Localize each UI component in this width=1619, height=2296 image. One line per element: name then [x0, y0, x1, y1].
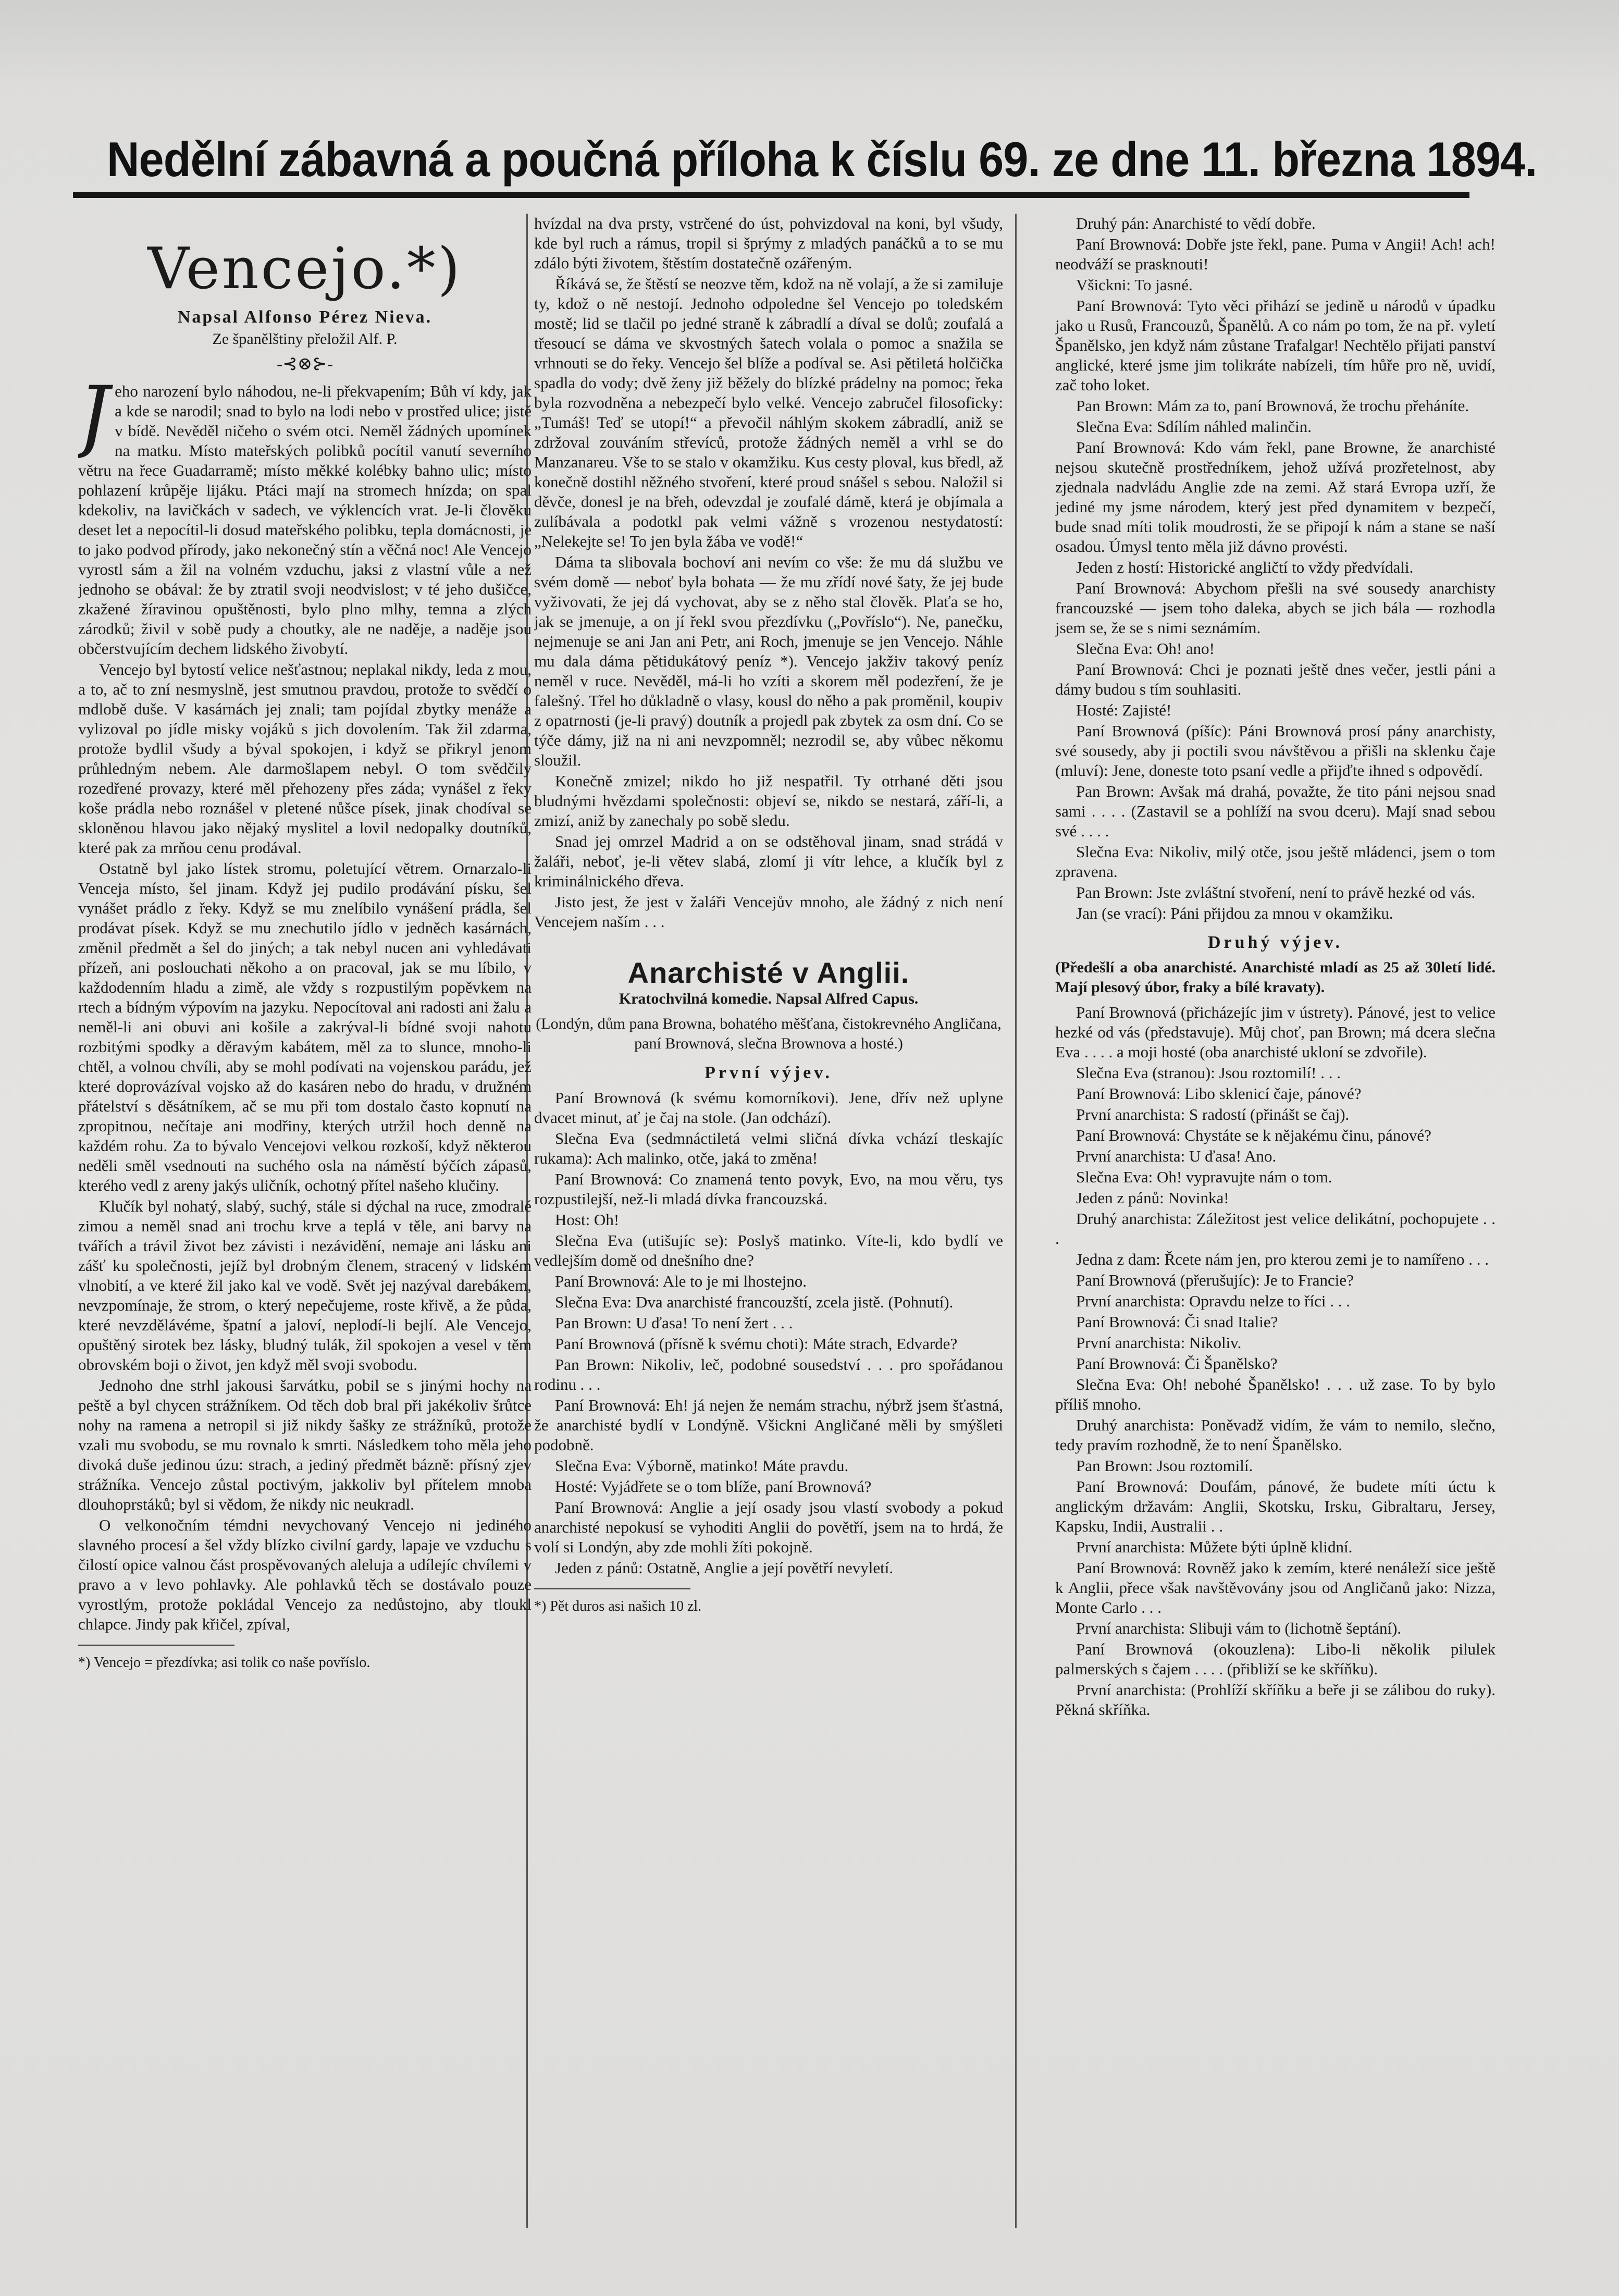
drop-cap: J	[78, 370, 110, 461]
story-translator: Ze španělštiny přeložil Alf. P.	[212, 330, 398, 348]
story-paragraph: Snad jej omrzel Madrid a on se odstěhoval jinam, snad strádá v žaláři, neboť, je-li větev slabá, zlomí ji vítr lehce, a klučík byl z kriminálnického dřeva.	[534, 832, 1003, 890]
story-paragraph: Říkává se, že štěstí se neozve těm, kdož na ně volají, a že si zamiluje ty, kdož o ně nestojí. Jednoho odpoledne šel Vencejo po toledském mostě; lid se tlačil po jedné straně k zábradlí a díval se dolů; zoufalá a třesoucí se dáma ve skvostných šatech volala o pomoc a snažila se vrhnouti se do řeky. Vencejo šel blíže a podíval se. Asi pětiletá holčička spadla do vody; dvě ženy již běžely do blízké prádelny na pomoc; řeka byla rozvodněna a nebezpečí bylo velké. Vencejo zabručel filosoficky: „Tumáš! Teď se utopí!“ a převočil náhlým skokem zábradlí, aniž se zdržoval zouváním střevíců, protože žádných neměl a vrhl se do Manzanareu. Vše to se stalo v okamžiku. Kus cesty ploval, kus bředl, až konečně dostihl něžného stvoření, které proud snášel s sebou. Naložil si děvče, donesl je na břeh, odevzdal je zoufalé dámě, která je objímala a zulíbávala a podotkl pak velmi vážně s vrozenou nestydatostí: „Nelekejte se! To jen byla žába ve vodě!“	[534, 275, 1003, 550]
play-setting: (Londýn, dům pana Browna, bohatého měšťana, čistokrevného Angličana, paní Brownová, slečna Brownova a hosté.)	[536, 1015, 1002, 1052]
scene-heading: Druhý výjev.	[1208, 933, 1343, 952]
story-paragraph: Konečně zmizel; nikdo ho již nespatřil. Ty otrhané děti jsou bludnými hvězdami společnosti: objeví se, nikdo se nestará, září-li, a zmizí, aniž by zanechaly po sobě sledu.	[534, 772, 1003, 830]
play-subtitle: Kratochvilná komedie. Napsal Alfred Capus.	[619, 990, 919, 1007]
dialog-line: První anarchista: Nikoliv.	[1076, 1334, 1242, 1352]
dialog-line: První anarchista: Opravdu nelze to říci . . .	[1076, 1292, 1350, 1310]
dialog-line: Paní Brownová: Co znamená tento povyk, Evo, na mou věru, tys rozpustilejší, než-li mladá dívka francouzská.	[534, 1170, 1003, 1208]
dialog-line: Paní Brownová: Abychom přešli na své sousedy anarchisty francouzské — jsem toho daleka, abych se jich bála — rozhodla jsem se, že se s nimi seznámím.	[1055, 579, 1496, 637]
dialog-block	[534, 1088, 1003, 1578]
masthead-rule	[73, 192, 1469, 198]
masthead: Nedělní zábavná a poučná příloha k číslu 69. ze dne 11. března 1894.	[107, 132, 1537, 187]
story-paragraph: Dáma ta slibovala bochoví ani nevím co vše: že mu dá službu ve svém domě — neboť byla bohata — že mu zřídí nové šaty, že jej bude vyživovati, že jej dá vychovat, aby se z něho stal člověk. Plaťa se ho, jak se jmenuje, a on jí řekl svou přezdívku („Povříslo“). Ne, panečku, nejmenuje se ani Jan ani Petr, ani Roch, jmenuje se jen Vencejo. Náhle mu dala dáma pětidukátový peníz *). Vencejo jakživ takový peníz neměl v ruce. Nevěděl, má-li ho vzíti a skorem měl podezření, že je falešný. Třel ho důkladně o vlasy, kousl do něho a pak proměnil, koupiv z opatrnosti (je-li pravý) doutník a projedl pak zbytek za osm dní. Co se týče dámy, již na ni ani nevzpomněl; nezrodil se, aby vůbec někomu sloužil.	[534, 553, 1003, 769]
dialog-line: Pan Brown: U ďasa! To není žert . . .	[555, 1314, 793, 1332]
dialog-line: Paní Brownová: Či snad Italie?	[1076, 1313, 1278, 1331]
dialog-line: Paní Brownová: Rovněž jako k zemím, které nenáleží sice ještě k Anglii, přece však navštěvovány jsou od Angličanů jako: Nizza, Monte Carlo . . .	[1055, 1559, 1496, 1616]
story-paragraph: Vencejo byl bytostí velice nešťastnou; neplakal nikdy, leda z mou, a to, ač to zní nesmyslně, jest smutnou pravdou, protože to svědčí o mdlobě duše. V kasárnách jej znali; tam pojídal zbytky menáže a vylizoval po jídle misky vojáků s jich dovolením. Tak žil zdarma, protože bydlil všudy a býval spokojen, i když se přikryl jenom průhledným nebem. Ale darmošlapem nebyl. O tom svědčily rozedřené provazy, které měl přehozeny přes záda; vynášel z řeky koše prádla nebo roznášel v pletené nůšce písek, jinak chodíval se skloněnou hlavou jako nějaký myslitel a lovil nedopalky doutníků, které pak za mrňou cenu prodával.	[78, 660, 532, 857]
dialog-line: Paní Brownová (přísně k svému choti): Máte strach, Edvarde?	[555, 1335, 958, 1353]
story-paragraph: Jednoho dne strhl jakousi šarvátku, pobil se s jinými hochy na peště a byl chycen strážníkem. Od těch dob bral při jakékoliv šrůtce nohy na ramena a netropil si již nikdy šašky ze strážníků, protože vzali mu svobodu, se mu rovnalo k smrti. Následkem toho měla jeho divoká duše jedinou úzu: strach, a jediný předmět bázně: přísný zjev strážníka. Vencejo zůstal poctivým, jakkoliv byl přítelem mnoba dlouhoprstáků; byl si vědom, že nikdy nic neukradl.	[78, 1376, 532, 1513]
dialog-line: Hosté: Vyjádřete se o tom blíže, paní Brownová?	[555, 1477, 872, 1496]
dialog-line: Druhý anarchista: Poněvadž vidím, že vám to nemilo, slečno, tedy pravím rozhodně, že to není Španělsko.	[1055, 1416, 1496, 1454]
dialog-line: Slečna Eva: Sdílím náhled malinčin.	[1076, 417, 1312, 436]
dialog-line: Paní Brownová: Anglie a její osady jsou vlastí svobody a pokud anarchisté nepokusí se vyhoditi Anglii do povětří, jsem na to hrdá, že volí si Londýn, aby zde mohli žíti pokojně.	[534, 1498, 1003, 1556]
dialog-line: Pan Brown: Mám za to, paní Brownová, že trochu přeháníte.	[1076, 397, 1469, 415]
dialog-line: Paní Brownová (přerušujíc): Je to Francie?	[1076, 1271, 1354, 1289]
dialog-line: Slečna Eva: Výborně, matinko! Máte pravdu.	[555, 1456, 849, 1475]
dialog-block	[1055, 1003, 1496, 1720]
story-paragraph: O velkonočním témdni nevychovaný Vencejo ni jediného slavného procesí a šel vždy blízko civilní gardy, lapaje ve vzduchu s čilostí opice valnou část prospěvovaných aleluja a udílejíc chvílemi v pravo a v levo pohlavky. Ale pohlavků těch se dostávalo pouze vyrostlým, protože pokládal Vencejo za nedůstojno, aby tloukl chlapce. Jindy pak křičel, zpíval,	[78, 1516, 532, 1633]
story-paragraph: Klučík byl nohatý, slabý, suchý, stále si dýchal na ruce, zmodralé zimou a neměl snad ani trochu krve a teplá v těle, ani barvy na tvářích a trávil život bez závisti i nezávidění, nemaje ani lásku ani zášť ku společnosti, jejíž byl drobným členem, stracený v lidském vlnobití, a ve které žil jako kal ve vodě. Svět jej nazýval darebákem, nevzpomínaje, že strom, o který nepečujeme, roste křivě, a že půda, které nevzdělávéme, špatní a jaloví, neplodí-li bejlí. Ale Vencejo, opuštěný sirotek bez lásky, bludný tulák, žil spokojen a vesel v těm obrovském boji o život, jen když měl svoji svobodu.	[78, 1197, 532, 1374]
story-author: Napsal Alfonso Pérez Nieva.	[177, 307, 432, 327]
dialog-line: Pan Brown: Jste zvláštní stvoření, není to právě hezké od vás.	[1076, 883, 1476, 902]
footnote-rule	[78, 1645, 234, 1646]
dialog-line: Hosté: Zajisté!	[1076, 701, 1172, 719]
dialog-line: Paní Brownová (přicházejíc jim v ústrety). Pánové, jest to velice hezké od vás (představuje). Můj choť, pan Brown; má dcera slečna Eva . . . . a moji hosté (oba anarchisté ukloní se zdvořile).	[1055, 1003, 1496, 1061]
dialog-line: Druhý pán: Anarchisté to vědí dobře.	[1076, 214, 1316, 232]
dialog-line: Jeden z pánů: Novinka!	[1076, 1189, 1229, 1207]
dialog-line: Jeden z hostí: Historické angličtí to vždy předvídali.	[1076, 558, 1414, 576]
dialog-block	[1055, 214, 1496, 923]
story-paragraph: Jeho narození bylo náhodou, ne-li překvapením; Bůh ví kdy, jak a kde se narodil; snad to bylo na lodi nebo v prostřed ulice; jistě v bídě. Nevěděl ničeho o svém otci. Neměl žádných upomínek na matku. Místo mateřských polibků pocítil vanutí severního větru na řece Guadarramě; místo měkké kolébky bahno ulic; místo pohlazení krůpěje lijáku. Ptáci mají na stromech hnízda; on spal kdekoliv, na lavičkách v sadech, ve výklencích vrat. Je-li člověku deset let a nepocítil-li dosud mateřského polibku, tepla domácnosti, je to jako podvod přírody, jako nekonečný stín a věčná noc! Ale Vencejo vyrostl sám a žil na volném vzduchu, jaksi z vlastní vůle a než jednoho se obával: že by ztratil svoji neodvislost; v té jeho dušičce, zkažené žíravinou opuštěnosti, bylo plno mlhy, temna a zlých zárodků; živil v sobě pudy a choutky, ale ne naděje, a naděje jsou občerstvujícím dechem lidského živobytí.	[78, 370, 532, 658]
dialog-line: První anarchista: U ďasa! Ano.	[1076, 1147, 1277, 1165]
dialog-line: Paní Brownová: Ale to je mi lhostejno.	[555, 1272, 807, 1290]
dialog-line: Pan Brown: Avšak má drahá, považte, že tito páni nejsou snad sami . . . . (Zastavil se a pohlíží na svou dceru). Mají snad sebou své . . . .	[1055, 782, 1496, 840]
footnote: *) Pět duros asi našich 10 zl.	[534, 1598, 702, 1614]
dialog-line: Slečna Eva: Nikoliv, milý otče, jsou ještě mládenci, jsem o tom zpravena.	[1055, 843, 1496, 881]
dialog-line: Pan Brown: Jsou roztomilí.	[1076, 1456, 1253, 1475]
dialog-line: Slečna Eva: Oh! ano!	[1076, 639, 1215, 658]
dialog-line: Druhý anarchista: Záležitost jest velice delikátní, pochopujete . . .	[1055, 1209, 1496, 1248]
dialog-line: Paní Brownová (k svému komorníkovi). Jene, dřív než uplyne dvacet minut, ať je čaj na stole. (Jan odchází).	[534, 1089, 1003, 1127]
dialog-line: Paní Brownová: Dobře jste řekl, pane. Puma v Angii! Ach! ach! neodváží se prasknouti!	[1055, 235, 1496, 273]
dialog-line: Všickni: To jasné.	[1076, 276, 1193, 294]
dialog-line: Paní Brownová: Či Španělsko?	[1076, 1354, 1278, 1373]
dialog-line: Host: Oh!	[555, 1211, 620, 1229]
dialog-line: Jedna z dam: Řcete nám jen, pro kterou zemi je to namířeno . . .	[1076, 1250, 1489, 1268]
dialog-line: První anarchista: Můžete býti úplně klidní.	[1076, 1538, 1353, 1556]
dialog-line: Slečna Eva (stranou): Jsou roztomilí! . . .	[1076, 1064, 1341, 1082]
dialog-line: Slečna Eva (utišujíc se): Poslyš matinko. Víte-li, kdo bydlí ve vedlejším domě od dnešního dne?	[534, 1231, 1003, 1269]
stage-direction: (Předešlí a oba anarchisté. Anarchisté mladí as 25 až 30letí lidé. Mají plesový úbor, fraky a bílé kravaty).	[1055, 959, 1496, 996]
story-paragraph: Jisto jest, že jest v žaláři Vencejův mnoho, ale žádný z nich není Vencejem naším . . .	[534, 893, 1003, 931]
dialog-line: Paní Brownová (okouzlena): Libo-li několik pilulek palmerských s čajem . . . . (přibliží se ke skříňku).	[1055, 1640, 1496, 1678]
column-3	[1055, 214, 1496, 2218]
dialog-line: První anarchista: Slibuji vám to (lichotně šeptání).	[1076, 1619, 1402, 1637]
dialog-line: Slečna Eva: Dva anarchisté francouzští, zcela jistě. (Pohnutí).	[555, 1293, 954, 1311]
dialog-line: Paní Brownová: Eh! já nejen že nemám strachu, nýbrž jsem šťastná, že anarchisté bydlí v Londýně. Všickni Angličané měli by smýšleti podobně.	[534, 1396, 1003, 1454]
dialog-line: První anarchista: S radostí (přinášt se čaj).	[1076, 1105, 1350, 1124]
play-title: Anarchisté v Anglii.	[627, 956, 910, 989]
dialog-line: Paní Brownová: Kdo vám řekl, pane Browne, že anarchisté nejsou skutečně prostředníkem, jehož užívá prozřetelnost, aby zjednala nadvládu Anglie zde na zemi. Až stará Evropa uzří, že jediné my jsme národem, který jest před dynamitem v bezpečí, bude snad míti tolik moudrosti, že se připojí k nám a stane se naší osadou. Úmysl tento měla již dávno provésti.	[1055, 438, 1496, 556]
column-1	[78, 214, 532, 2218]
dialog-line: Paní Brownová: Tyto věci přihází se jedině u národů v úpadku jako u Rusů, Francouzů, Španělů. A co nám po tom, že na př. vyletí Španělsko, jen když nám zůstane Trafalgar! Nechtělo přijati panství anglické, které jsme jim tolikráte nabízeli, tím hůře pro ně, uvidí, zač toho loket.	[1055, 297, 1496, 394]
column-divider	[1015, 214, 1017, 2228]
dialog-line: Slečna Eva: Oh! nebohé Španělsko! . . . už zase. To by bylo příliš mnoho.	[1055, 1375, 1496, 1413]
story-paragraph: Ostatně byl jako lístek stromu, poletující větrem. Ornarzalo-li Venceja místo, šel jinam. Když jej pudilo prodávání písku, šel vynášet prádlo z řeky. Když se mu znelíbilo vynášení prádla, šel prodávat písek. Když se mu znechutilo jídlo v jedněch kasárnách, změnil předmět a šel do jiných; a tak nebyl nucen ani vyhledávati přízeň, ani poslouchati někoho a on pracoval, jak se mu líbilo, v každodenním hladu a zimě, ale vždy s rozpustilým popěvkem na rtech a bídným výpovím na jazyku. Nepocítoval ani radosti ani žalu a neměl-li ani obuvi ani košile a zakrýval-li bídné svoji nahotu rozbitými spodky a děravým kabátem, měl za to slunce, mnoho-li chtěl, a volnou chvíli, aby se mohl podívati na vojenskou parádu, jež které doprovázíval vojsko až do kasáren nebo do hradu, v družném přátelství s děsátníkem, ač se mu při tom dostalo často kopnutí na zpropitnou, nečítaje ani modřiny, kterých utržil hoch denně na každém rohu. Za to bývalo Vencejovi velkou rozkoší, když některou neděli směl vsednouti na suchého osla na náměstí býčích zápasů, kterého vedl z areny jakýs uličník, ochotný přítel našeho klučiny.	[78, 859, 532, 1194]
dialog-line: Paní Brownová (píšíc): Páni Brownová prosí pány anarchisty, své sousedy, aby ji poctili svou návštěvou a přišli na sklenku čaje (mluví): Jene, doneste toto psaní vedle a přijďte ihned s odpovědí.	[1055, 722, 1496, 780]
column-2	[534, 214, 1003, 2218]
dialog-line: Jan (se vrací): Páni přijdou za mnou v okamžiku.	[1076, 904, 1393, 922]
dialog-line: Jeden z pánů: Ostatně, Anglie a její povětří nevyletí.	[555, 1559, 894, 1577]
footnote: *) Vencejo = přezdívka; asi tolik co naše povříslo.	[78, 1655, 370, 1671]
dialog-line: Paní Brownová: Libo sklenicí čaje, pánové?	[1076, 1084, 1362, 1103]
dialog-line: Paní Brownová: Chci je poznati ještě dnes večer, jestli páni a dámy budou s tím souhlasiti.	[1055, 660, 1496, 698]
dialog-line: Paní Brownová: Doufám, pánové, že budete míti úctu k anglickým državám: Anglii, Skotsku, Irsku, Gibraltaru, Jersey, Kapsku, Indii, Australii . .	[1055, 1477, 1496, 1535]
dialog-line: Pan Brown: Nikoliv, leč, podobné sousedství . . . pro spořádanou rodinu . . .	[534, 1355, 1003, 1393]
scene-heading: První výjev.	[705, 1063, 833, 1082]
dialog-line: Slečna Eva: Oh! vypravujte nám o tom.	[1076, 1168, 1332, 1186]
dialog-line: Paní Brownová: Chystáte se k nějakému činu, pánové?	[1076, 1126, 1431, 1144]
dialog-line: Slečna Eva (sedmnáctiletá velmi sličná dívka vchází tleskajíc rukama): Ach malinko, otče, jaká to změna!	[534, 1129, 1003, 1167]
ornament: -⊰⊗⊱-	[276, 354, 333, 374]
footnote-rule	[534, 1588, 690, 1589]
story-paragraph: hvízdal na dva prsty, vstrčené do úst, pohvizdoval na koni, byl všudy, kde byl ruch a rámus, tropil si šprýmy z mladých panáčků a to se mu zdálo býti životem, štěstím dostatečně ozářeným.	[534, 214, 1003, 272]
dialog-line: První anarchista: (Prohlíží skříňku a beře ji se zálibou do ruky). Pěkná skříňka.	[1055, 1681, 1496, 1719]
story-title: Vencejo.*)	[147, 235, 462, 302]
